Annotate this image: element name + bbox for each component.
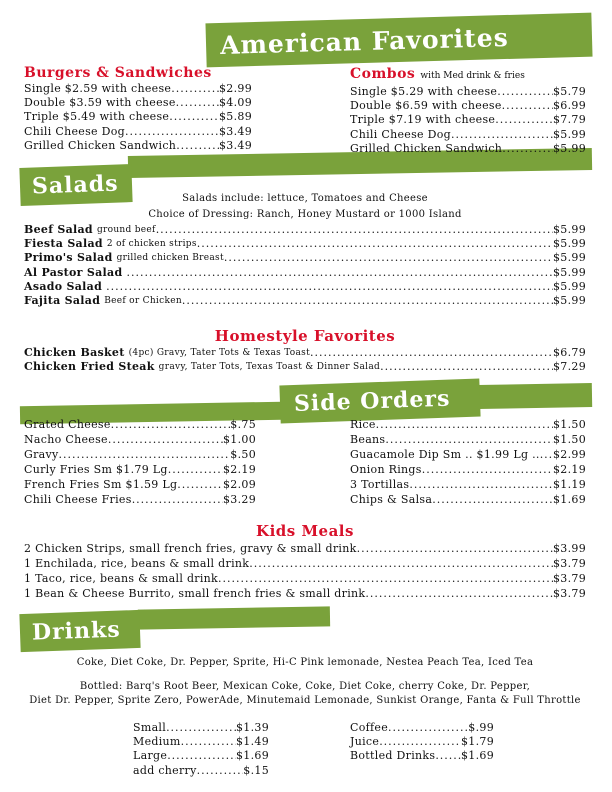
item-name: Coffee	[350, 721, 389, 734]
item-description: gravy, Tater Tots, Texas Toast & Dinner Salad	[158, 362, 381, 373]
dot-leader	[224, 251, 553, 265]
sides-right-list	[350, 417, 586, 507]
drink-size-item	[133, 735, 269, 749]
dot-leader	[379, 735, 461, 749]
item-name: Medium	[133, 735, 181, 749]
dot-leader	[126, 266, 553, 280]
dot-leader	[111, 417, 231, 432]
item-name: Chicken Basket	[24, 346, 125, 359]
drinks-right-list	[350, 721, 494, 764]
banner-american-favorites: American Favorites	[205, 13, 592, 68]
item-description: ground beef	[96, 225, 156, 235]
drink-size-item	[133, 721, 269, 735]
item-name: Triple $5.49 with cheese	[24, 110, 170, 124]
dot-leader	[376, 417, 553, 432]
dot-leader	[177, 477, 223, 492]
item-price: $.50	[230, 448, 256, 461]
side-item	[350, 432, 586, 447]
item-name: 1 Bean & Cheese Burrito, small french fries & small drink	[24, 587, 366, 600]
item-name: 2 Chicken Strips, small french fries, gravy & small drink	[24, 542, 357, 555]
drink-size-item	[133, 764, 269, 778]
dot-leader	[409, 477, 553, 492]
item-price: $1.19	[553, 478, 586, 491]
item-price: $2.19	[553, 463, 586, 476]
homestyle-list	[24, 346, 586, 374]
dot-leader	[166, 721, 236, 735]
side-item	[350, 462, 586, 477]
dot-leader	[218, 571, 553, 586]
banner-stripe	[478, 383, 592, 409]
item-price: $1.50	[553, 433, 586, 446]
kids-item	[24, 571, 586, 586]
item-price: $3.79	[553, 587, 586, 600]
item-price: $5.99	[553, 141, 586, 155]
item-name: Chili Cheese Dog	[24, 124, 126, 138]
item-price: $5.89	[219, 110, 252, 124]
dot-leader	[182, 294, 553, 308]
item-name: Beans	[350, 433, 386, 446]
item-price: $3.79	[553, 557, 586, 570]
salad-item	[24, 251, 586, 265]
salad-item	[24, 237, 586, 251]
item-price: $1.39	[236, 721, 269, 734]
item-name: 1 Taco, rice, beans & small drink	[24, 572, 219, 585]
salad-item	[24, 223, 586, 237]
item-price: $5.99	[553, 251, 586, 265]
drink-item	[350, 735, 494, 749]
burgers-title: Burgers & Sandwiches	[24, 65, 212, 81]
item-name: Al Pastor Salad	[24, 265, 123, 279]
dot-leader	[451, 128, 553, 142]
kids-list	[24, 541, 586, 601]
dot-leader	[125, 125, 219, 139]
item-price: $3.49	[219, 138, 252, 152]
item-price: $3.99	[553, 542, 586, 555]
item-price: $5.99	[553, 265, 586, 279]
kids-title: Kids Meals	[256, 522, 354, 540]
side-item	[24, 492, 256, 507]
dot-leader	[388, 721, 468, 735]
combo-item	[350, 99, 586, 113]
item-name: Chili Cheese Fries	[24, 493, 132, 506]
dot-leader	[59, 447, 231, 462]
combo-item	[350, 113, 586, 127]
banner-side-orders: Side Orders	[279, 379, 480, 424]
salads-list	[24, 223, 586, 308]
item-name: Fiesta Salad	[24, 237, 103, 251]
item-description: 2 of chicken strips	[106, 239, 197, 250]
item-name: Curly Fries Sm $1.79 Lg	[24, 463, 168, 476]
drinks-line-1: Coke, Diet Coke, Dr. Pepper, Sprite, Hi-C Pink lemonade, Nestea Peach Tea, Iced Tea	[76, 657, 534, 668]
banner-drinks: Drinks	[19, 610, 140, 652]
item-name: Juice	[350, 735, 380, 749]
item-price: $5.79	[553, 85, 586, 98]
item-name: Gravy	[24, 448, 59, 461]
item-price: $1.00	[223, 433, 256, 446]
dot-leader	[310, 346, 553, 360]
item-name: Chips & Salsa	[350, 493, 433, 506]
dot-leader	[502, 142, 553, 156]
combo-item	[350, 128, 586, 142]
item-price: $1.50	[553, 418, 586, 431]
dot-leader	[432, 492, 553, 507]
item-price: $2.99	[553, 448, 586, 461]
banner-salads: Salads	[19, 164, 132, 206]
combo-item	[350, 85, 586, 99]
item-name: Fajita Salad	[24, 294, 101, 308]
item-price: $5.99	[553, 127, 586, 141]
burgers-section	[24, 64, 252, 153]
item-price: $.99	[468, 721, 494, 734]
dot-leader	[540, 447, 553, 462]
kids-item	[24, 586, 586, 601]
item-price: $1.69	[236, 749, 269, 763]
item-price: $1.79	[461, 735, 494, 749]
item-description: (4pc) Gravy, Tater Tots & Texas Toast	[128, 348, 311, 358]
sides-left-list	[24, 417, 256, 507]
item-name: Double $6.59 with cheese	[350, 99, 502, 113]
item-price: $4.09	[219, 96, 252, 110]
side-item	[24, 447, 256, 462]
salad-item	[24, 294, 586, 308]
item-price: $5.99	[553, 294, 586, 308]
item-price: $1.69	[461, 749, 494, 763]
item-price: $2.09	[223, 478, 256, 491]
item-name: Chicken Fried Steak	[24, 360, 155, 374]
dot-leader	[385, 432, 553, 447]
dot-leader	[181, 735, 236, 749]
item-name: Primo's Salad	[24, 251, 113, 265]
kids-item	[24, 541, 586, 556]
item-name: add cherry	[133, 763, 197, 777]
item-price: $5.99	[553, 279, 586, 293]
item-name: Bottled Drinks	[350, 749, 436, 763]
item-name: Single $2.59 with cheese	[24, 82, 172, 95]
item-name: Double $3.59 with cheese	[24, 96, 176, 110]
dot-leader	[156, 223, 553, 237]
dot-leader	[167, 749, 236, 763]
drink-item	[350, 749, 494, 763]
dot-leader	[422, 462, 553, 477]
dot-leader	[171, 82, 219, 96]
dot-leader	[357, 541, 553, 556]
dot-leader	[197, 237, 553, 251]
side-item	[24, 477, 256, 492]
item-price: $1.69	[553, 493, 586, 506]
item-name: Onion Rings	[350, 463, 422, 476]
drink-size-item	[133, 749, 269, 763]
item-name: Nacho Cheese	[24, 433, 108, 446]
burger-item	[24, 110, 252, 124]
burger-item	[24, 82, 252, 96]
homestyle-item	[24, 346, 586, 360]
side-item	[350, 477, 586, 492]
side-item	[24, 432, 256, 447]
item-name: French Fries Sm $1.59 Lg	[24, 478, 178, 491]
item-description: grilled chicken Breast	[116, 253, 224, 264]
item-name: Chili Cheese Dog	[350, 127, 452, 141]
item-name: Single $5.29 with cheese	[350, 85, 498, 98]
salads-note-2: Choice of Dressing: Ranch, Honey Mustard or 1000 Island	[148, 209, 462, 220]
dot-leader	[249, 556, 553, 571]
burger-item	[24, 125, 252, 139]
item-description: Beef or Chicken	[104, 296, 182, 307]
side-item	[24, 417, 256, 432]
banner-stripe	[138, 606, 330, 629]
item-name: Grilled Chicken Sandwich	[24, 138, 177, 152]
item-name: 1 Enchilada, rice, beans & small drink	[24, 557, 250, 570]
item-price: $7.29	[553, 360, 586, 374]
item-name: 3 Tortillas	[350, 478, 410, 491]
item-name: Rice	[350, 418, 376, 431]
item-name: Large	[133, 749, 168, 763]
item-price: $3.79	[553, 572, 586, 585]
dot-leader	[495, 113, 553, 127]
kids-item	[24, 556, 586, 571]
burger-item	[24, 96, 252, 110]
dot-leader	[108, 432, 223, 447]
dot-leader	[497, 85, 553, 99]
item-name: Grilled Chicken Sandwich	[350, 141, 503, 155]
dot-leader	[365, 586, 553, 601]
dot-leader	[197, 764, 244, 778]
dot-leader	[176, 139, 219, 153]
dot-leader	[380, 360, 553, 374]
drinks-line-3: Diet Dr. Pepper, Sprite Zero, PowerAde, Minutemaid Lemonade, Sunkist Orange, Fanta & Full Throttle	[29, 695, 581, 706]
dot-leader	[502, 99, 553, 113]
salad-item	[24, 280, 586, 294]
homestyle-item	[24, 360, 586, 374]
item-price: $3.49	[219, 124, 252, 138]
dot-leader	[168, 462, 223, 477]
item-price: $5.99	[553, 237, 586, 251]
item-price: $2.19	[223, 463, 256, 476]
side-item	[350, 492, 586, 507]
side-item	[24, 462, 256, 477]
dot-leader	[106, 280, 553, 294]
drinks-left-list	[133, 721, 269, 778]
item-price: $.75	[230, 418, 256, 431]
side-item	[350, 417, 586, 432]
item-name: Guacamole Dip Sm .. $1.99 Lg ..	[350, 448, 540, 461]
item-name: Beef Salad	[24, 223, 93, 236]
item-price: $1.49	[236, 735, 269, 749]
combos-subtitle: with Med drink & fries	[420, 71, 525, 81]
item-name: Triple $7.19 with cheese	[350, 113, 496, 127]
combos-title: Combos	[350, 66, 416, 82]
homestyle-title: Homestyle Favorites	[214, 327, 396, 345]
item-price: $5.99	[553, 223, 586, 236]
side-item	[350, 447, 586, 462]
item-price: $2.99	[219, 82, 252, 95]
item-price: $.15	[243, 763, 269, 777]
burger-item	[24, 139, 252, 153]
dot-leader	[132, 492, 223, 507]
item-price: $6.79	[553, 346, 586, 359]
dot-leader	[435, 749, 461, 763]
item-name: Small	[133, 721, 167, 734]
item-name: Grated Cheese	[24, 418, 111, 431]
combo-item	[350, 142, 586, 156]
dot-leader	[176, 96, 219, 110]
salad-item	[24, 266, 586, 280]
item-price: $7.79	[553, 113, 586, 127]
salads-note-1: Salads include: lettuce, Tomatoes and Cheese	[182, 193, 428, 204]
drink-item	[350, 721, 494, 735]
item-name: Asado Salad	[24, 279, 103, 293]
combos-section	[350, 64, 586, 156]
dot-leader	[169, 110, 219, 124]
item-price: $3.29	[223, 493, 256, 506]
drinks-line-2: Bottled: Barq's Root Beer, Mexican Coke, Coke, Diet Coke, cherry Coke, Dr. Pepper,	[79, 681, 531, 692]
item-price: $6.99	[553, 99, 586, 113]
